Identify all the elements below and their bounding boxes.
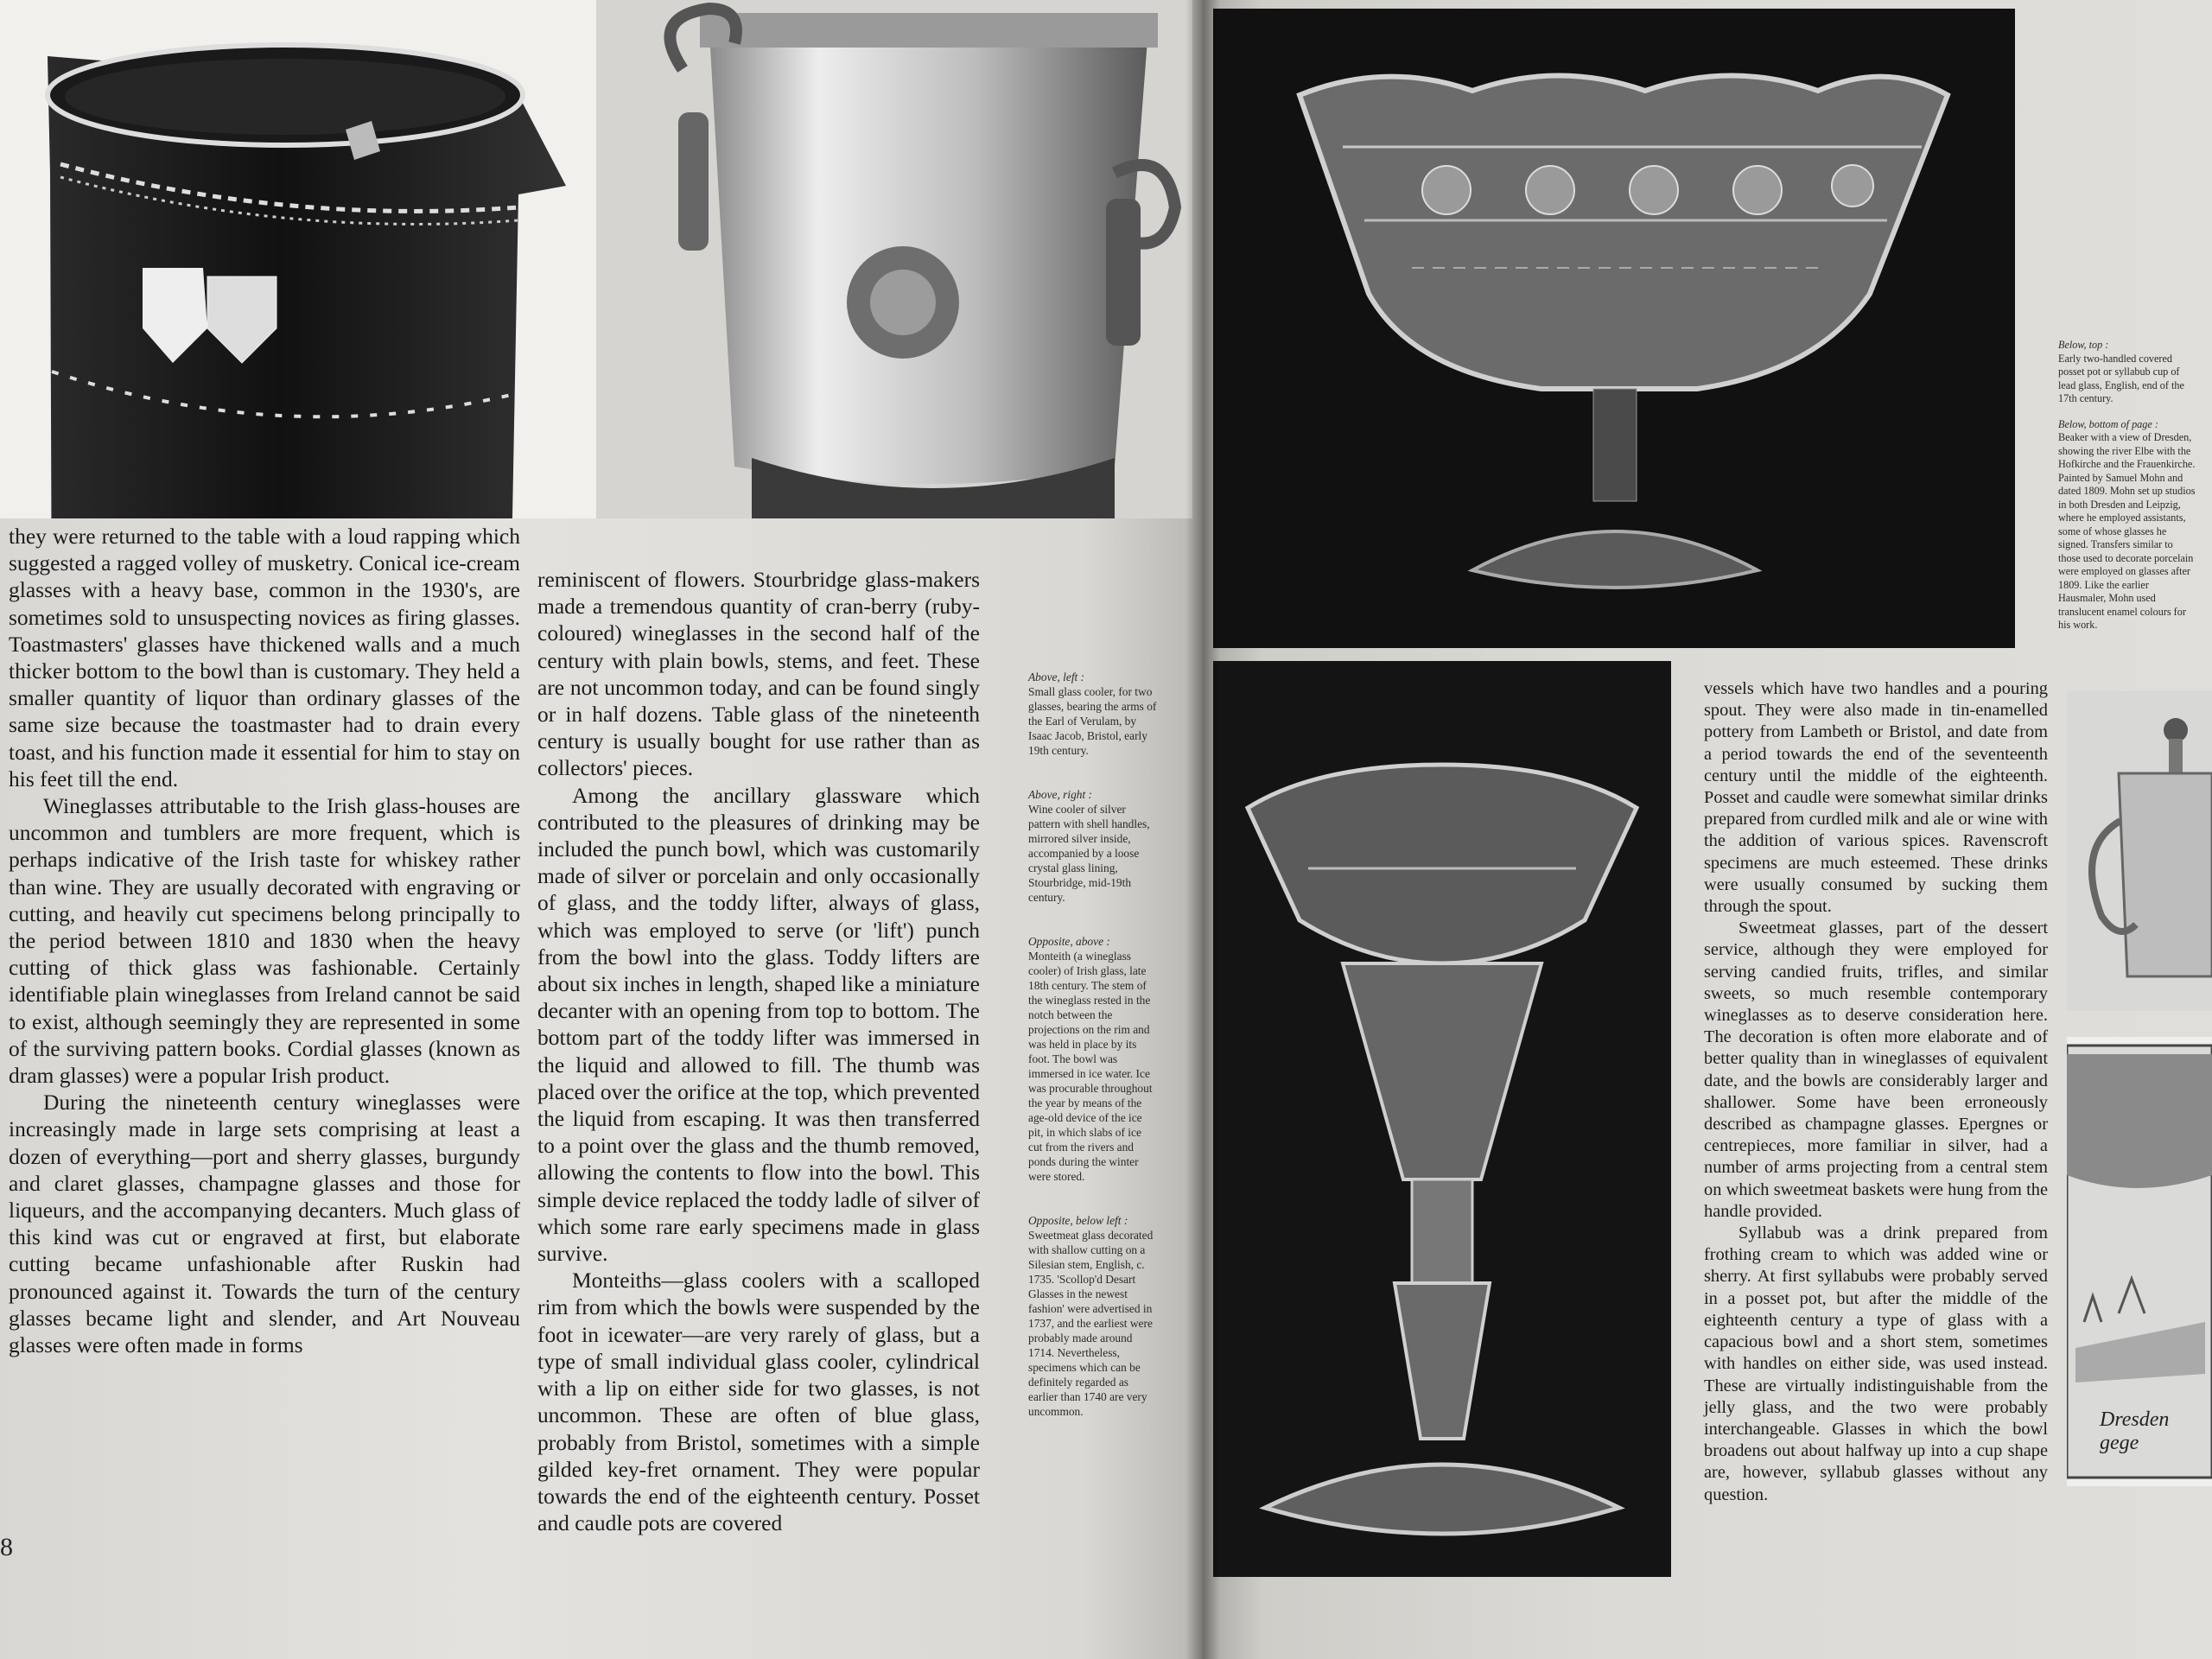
caption-opposite-below-left: [1028, 1213, 1158, 1419]
caption-text: Early two-handled covered posset pot or syllabub cup of lead glass, English, end of the 17th century.: [2058, 352, 2184, 404]
paragraph: During the nineteenth century wineglasses were increasingly made in large sets comprising at least a dozen of everything—port and sherry glasses, burgundy and claret glasses, champagne glasses and those for liqueurs, and the accompanying decanters. Much glass of this kind was cut or engraved at first, but elaborate cutting became unfashionable after Ruskin had pronounced against it. Towards the turn of the century glasses became light and slender, and Art Nouveau glasses were often made in forms: [9, 1090, 520, 1358]
caption-heading: Opposite, below left :: [1028, 1214, 1128, 1227]
paragraph: Monteiths—glass coolers with a scalloped rim from which the bowls were suspended by the foot in icewater—are very rarely of glass, but a type of small individual glass cooler, cylindrical with a lip on either side for two glasses, is not uncommon. These are often of blue glass, probably from Bristol, sometimes with a simple gilded key-fret ornament. They were popular towards the end of the eighteenth century. Posset and caudle pots are covered: [537, 1268, 980, 1536]
caption-heading: Below, bottom of page :: [2058, 417, 2158, 430]
text-column-2: [537, 566, 980, 1536]
caption-text: Monteith (a wineglass cooler) of Irish glass, late 18th century. The stem of the wineglass rested in the notch between the projections on the rim and was held in place by its foot. The bowl was immersed in ice water. Ice was procurable throughout the year by means of the age-old device of the ice pit, in which slabs of ice cut from the rivers and ponds during the winter were stored.: [1028, 950, 1153, 1183]
caption-text: Small glass cooler, for two glasses, bearing the arms of the Earl of Verulam, by Isaac Jacob, Bristol, early 19th century.: [1028, 685, 1157, 757]
book-gutter: [1185, 0, 1220, 1659]
caption-heading: Below, top :: [2058, 339, 2109, 351]
text-column-right: [1704, 678, 2048, 1506]
captions-right: [2058, 339, 2196, 662]
caption-below-top: [2058, 339, 2196, 406]
text-column-1: [9, 523, 520, 1358]
photo-glass-cooler: [0, 0, 596, 518]
caption-heading: Above, left :: [1028, 671, 1085, 683]
paragraph: they were returned to the table with a loud rapping which suggested a ragged volley of musketry. Conical ice-cream glasses with a heavy base, common in the 1930's, are sometimes sold to unsuspecting novices as firing glasses. Toastmasters' glasses have thickened walls and a much thicker bottom to the bowl than is customary. They held a smaller quantity of liquor than ordinary glasses of the same size because the toastmaster had to drain every toast, and his function made it essential for him to stay on his feet till the end.: [9, 524, 520, 791]
paragraph: Wineglasses attributable to the Irish glass-houses are uncommon and tumblers are more frequent, which is perhaps indicative of the Irish taste for whiskey rather than wine. They are usually decorated with engraving or cutting, and heavily cut specimens belong principally to the period between 1810 and 1830 when the heavy cutting of thick glass was fashionable. Certainly identifiable plain wineglasses from Ireland cannot be said to exist, although seemingly they are represented in some of the surviving pattern books. Cordial glasses (known as dram glasses) were a popular Irish product.: [9, 793, 520, 1089]
caption-above-left: [1028, 670, 1158, 758]
beaker-inscription: Dresden gege: [2100, 1408, 2170, 1454]
page-number: 8: [0, 1533, 13, 1561]
paragraph: Among the ancillary glassware which contributed to the pleasures of drinking may be included the punch bowl, which was customarily made of silver or porcelain and only occasionally of glass, and the toddy lifter, always of glass, which was employed to serve (or 'lift') punch from the bowl into the glass. Toddy lifters are about six inches in length, shaped like a miniature decanter with an opening from top to bottom. The bottom part of the toddy lifter was immersed in the liquid and allowed to fill. The thumb was placed over the orifice at the top, which prevented the liquid from escaping. It was then transferred to a point over the glass and the thumb removed, allowing the contents to flow into the bowl. This simple device replaced the toddy ladle of silver of which some rare early specimens made in glass survive.: [537, 782, 980, 1267]
caption-below-bottom: [2058, 418, 2196, 632]
paragraph: Syllabub was a drink prepared from frothing cream to which was added wine or sherry. At first syllabubs were probably served in a posset pot, but after the middle of the eighteenth century a type of glass with a capacious bowl and a short stem, sometimes with handles on either side, was used instead. These are virtually indistinguishable from the jelly glass, and the two were probably interchangeable. Glasses in which the bowl broadens out about halfway up into a cup shape are, however, syllabub glasses without any question.: [1704, 1224, 2048, 1504]
caption-text: Sweetmeat glass decorated with shallow cutting on a Silesian stem, English, c. 1735. 'Scollop'd Desart Glasses in the newest fashion' were advertised in 1737, and the earliest were probably made around 1714. Nevertheless, specimens which can be definitely regarded as earlier than 1740 are very uncommon.: [1028, 1229, 1154, 1418]
photo-posset-pot: [2067, 691, 2212, 1011]
photo-dresden-beaker: [2067, 1037, 2212, 1486]
caption-text: Wine cooler of silver pattern with shell handles, mirrored silver inside, accompanied by a loose crystal glass lining, Stourbridge, mid-19th century.: [1028, 803, 1150, 904]
caption-heading: Above, right :: [1028, 788, 1093, 801]
caption-opposite-above: [1028, 934, 1158, 1184]
photo-monteith: [1213, 9, 2015, 648]
caption-heading: Opposite, above :: [1028, 935, 1110, 948]
caption-text: Beaker with a view of Dresden, showing the river Elbe with the Hofkirche and the Frauenkirche. Painted by Samuel Mohn and dated 1809. Mohn set up studios in both Dresden and Leipzig, where he employed assistants, some of whose glasses he signed. Transfers similar to those used to decorate porcelain were employed on glasses after 1809. Like the earlier Hausmaler, Mohn used translucent enamel colours for his work.: [2058, 431, 2196, 631]
caption-above-right: [1028, 787, 1158, 905]
captions-left: [1028, 670, 1158, 1448]
right-page: [1203, 0, 2212, 1659]
photo-sweetmeat-glass: [1213, 661, 1671, 1577]
paragraph: vessels which have two handles and a pouring spout. They were also made in tin-enamelled pottery from Lambeth or Bristol, and date from a period towards the end of the seventeenth century until the middle of the eighteenth. Posset and caudle were somewhat similar drinks prepared from curdled milk and ale or wine with the addition of various spices. Ravenscroft specimens are much esteemed. These drinks were usually consumed by sucking them through the spout.: [1704, 679, 2048, 917]
paragraph: Sweetmeat glasses, part of the dessert service, although they were employed for serving candied fruits, trifles, and similar sweets, so much resemble contemporary wineglasses as to deserve consideration here. The decoration is often more elaborate and of better quality than in wineglasses of equivalent date, and the bowls are considerably larger and shallower. Some have been erroneously described as champagne glasses. Epergnes or centrepieces, more familiar in silver, had a number of arms projecting from a central stem on which sweetmeat baskets were hung from the handle provided.: [1704, 918, 2048, 1221]
paragraph: reminiscent of flowers. Stourbridge glass-makers made a tremendous quantity of cran-berry (ruby-coloured) wineglasses in the second half of the century with plain bowls, stems, and feet. These are not uncommon today, and can be found singly or in half dozens. Table glass of the nineteenth century is usually bought for use rather than as collectors' pieces.: [537, 567, 980, 781]
photo-wine-cooler: [596, 0, 1192, 518]
